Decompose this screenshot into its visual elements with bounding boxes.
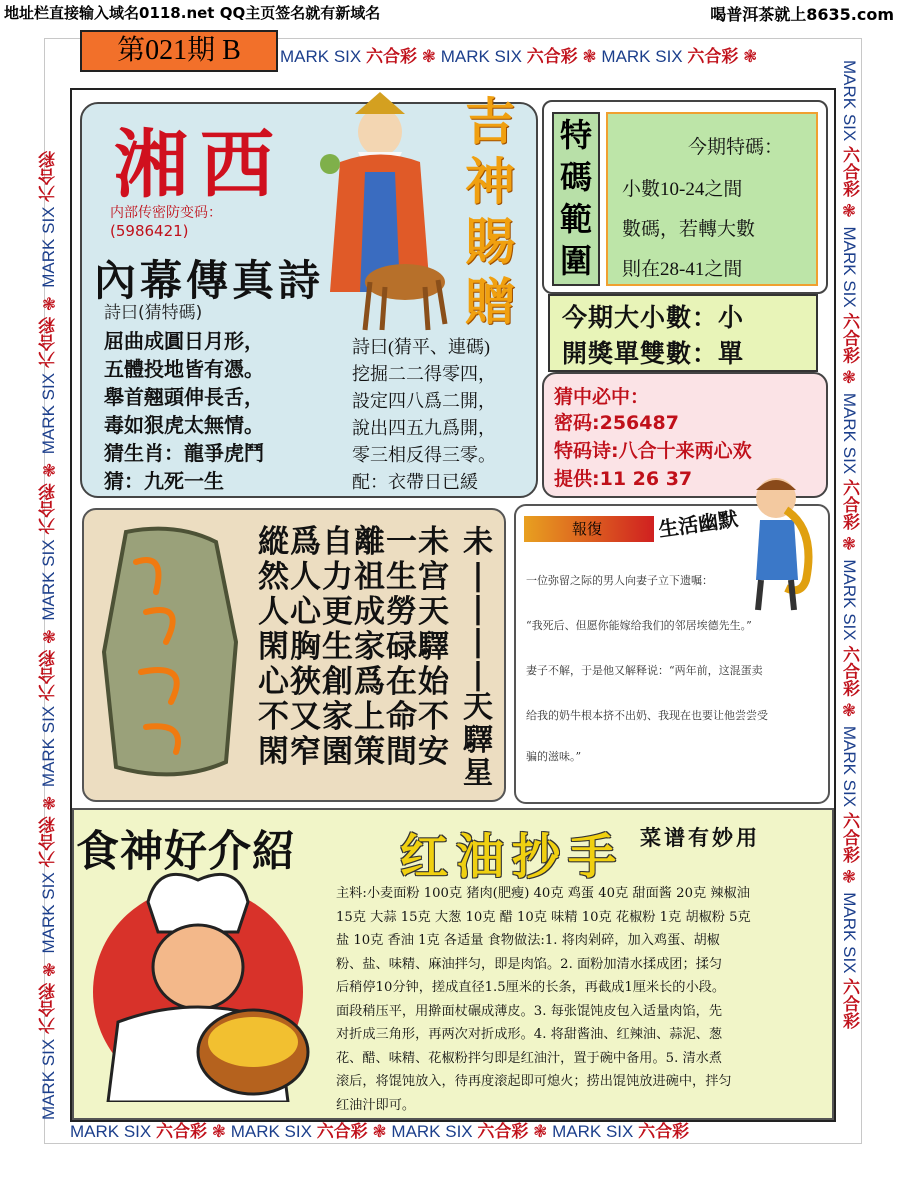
second-poem-line: 挖掘二二得零四，: [352, 364, 496, 384]
issue-number: 第021期 B: [80, 30, 278, 72]
second-poem-line: 配：衣帶日已緩: [352, 472, 478, 492]
vertical-caption: 未 | | | | 天 驛 星: [463, 525, 493, 791]
recipe-line: 粉、盐、味精、麻油拌匀，即是肉馅。2. 面粉加清水揉成团；揉匀: [336, 956, 723, 972]
special-range-text: 今期特碼： 小數10-24之間 數碼，若轉大數 則在28-41之間: [606, 112, 818, 286]
grid-row: 然人力祖生宫: [258, 559, 450, 594]
life-humor-title: 生活幽默: [656, 506, 740, 542]
joke-line: 一位弥留之际的男人向妻子立下遗嘱：: [526, 574, 713, 587]
grid-row: 閑窄園策間安: [258, 734, 450, 769]
band-bottom: MARK SIX 六合彩 ❃ MARK SIX 六合彩 ❃ MARK SIX 六合彩 ❃ MARK SIX 六合彩: [70, 1122, 690, 1141]
top-banner-right-text: 喝普洱茶就上8635.com: [710, 5, 894, 24]
second-poem-line: 說出四五九爲開，: [352, 418, 496, 438]
grid-row: 縱爲自離一未: [258, 524, 450, 559]
grid-row: 人心更成勞天: [258, 594, 450, 629]
chef-section-title: 食神好介紹: [76, 828, 296, 876]
recipe-line: 主料:小麦面粉 100克 猪肉(肥瘦) 40克 鸡蛋 40克 甜面酱 20克 辣椒油: [336, 886, 750, 901]
joke-line: “我死后、但愿你能嫁给我们的邻居埃德先生。”: [526, 619, 752, 632]
size-odd-even-panel: 今期大小數：小 開獎單雙數：單: [548, 294, 818, 372]
recipe-line: 面段稍压平，用擀面杖碾成薄皮。3. 每张馄饨皮包入适量肉馅，先: [336, 1003, 723, 1019]
poem-line: 猜生肖：龍爭虎鬥: [104, 443, 264, 465]
top-banner-left-text: 地址栏直接输入域名0118.net QQ主页签名就有新域名: [4, 4, 381, 22]
saxophone-player-illustration: [746, 470, 826, 620]
second-poem-line: 詩曰(猜平、連碼): [352, 337, 490, 357]
poem-line: 五體投地皆有憑。: [104, 359, 264, 381]
grid-row: 閑胸生家碌驛: [258, 629, 450, 664]
poem-line: 舉首翹頭伸長舌，: [104, 387, 264, 409]
recipe-line: 盐 10克 香油 1克 各适量 食物做法:1. 将肉剁碎，加入鸡蛋、胡椒: [336, 933, 720, 948]
poem-title: 內幕傳真詩: [94, 259, 325, 305]
second-poem-line: 零三相反得三零。: [352, 445, 496, 465]
grid-row: 不又家上命不: [258, 699, 450, 734]
secret-code-value: (5986421): [110, 222, 189, 240]
dish-name: 红油抄手: [400, 831, 625, 884]
recipe-tagline: 菜谱有妙用: [640, 826, 760, 850]
band-left: MARK SIX 六合彩 ❃ MARK SIX 六合彩 ❃ MARK SIX 六合彩 ❃ MARK SIX 六合彩 ❃ MARK SIX 六合彩 ❃ MARK SIX 六合彩: [39, 150, 58, 1120]
recipe-line: 对折成三角形，再两次对折成形。4. 将甜酱油、红辣油、蒜泥、葱: [336, 1027, 723, 1042]
recipe-text: [336, 882, 820, 1117]
xiangxi-title: 湘西: [114, 125, 286, 207]
band-top: MARK SIX 六合彩 ❃ MARK SIX 六合彩 ❃ MARK SIX 六合彩 ❃: [280, 47, 758, 66]
grid-row: 心狹創爲在始: [258, 664, 450, 699]
joke-line: 妻子不解，于是他又解释说：“两年前，这混蛋卖: [526, 664, 763, 677]
recipe-line: 花、醋、味精、花椒粉拌匀即是红油汁，置于碗中备用。5. 清水煮: [336, 1050, 723, 1066]
poem-lines: [104, 328, 264, 496]
joke-line: 骗的滋味。”: [526, 750, 582, 763]
secret-code-label: 内部传密防变码：: [110, 205, 222, 221]
deity-with-deer-illustration: [310, 92, 460, 332]
poem-line: 猜：九死一生: [104, 471, 224, 493]
band-right: MARK SIX 六合彩 ❃ MARK SIX 六合彩 ❃ MARK SIX 六合彩 ❃ MARK SIX 六合彩 ❃ MARK SIX 六合彩 ❃ MARK SIX 六合彩: [840, 60, 859, 1030]
recipe-line: 15克 大蒜 15克 大葱 10克 醋 10克 味精 10克 花椒粉 1克 胡椒粉 5克: [336, 909, 751, 925]
carved-stone-illustration: [96, 522, 246, 784]
must-hit-panel: 猜中必中： 密码:256487 特码诗:八合十来两心欢 提供:11 26 37: [542, 372, 828, 498]
recipe-line: 滚后，将馄饨放入，待再度滚起即可熄火；捞出馄饨放进碗中，拌匀: [336, 1074, 732, 1089]
second-poem-line: 設定四八爲二開，: [352, 391, 496, 411]
chef-illustration: [88, 862, 328, 1102]
recipe-line: 红油汁即可。: [336, 1097, 416, 1113]
recipe-line: 后稍停10分钟，搓成直径1.5厘米的长条，再截成1厘米长的小段。: [336, 980, 726, 995]
character-grid: [258, 524, 450, 769]
joke-line: 给我的奶牛根本挤不出奶、我现在也要让他尝尝受: [526, 709, 768, 722]
lucky-gift-title: 吉 神 賜 贈: [465, 94, 515, 330]
poem-line: 毒如狠虎太無情。: [104, 415, 264, 437]
special-range-label: 特 碼 範 圍: [552, 112, 600, 286]
second-poem: [352, 334, 496, 496]
top-banner: [0, 0, 900, 24]
poem-subtitle: 詩曰(猜特碼): [104, 303, 203, 323]
humor-tag-label: 報復: [572, 520, 603, 538]
poem-line: 屈曲成圓日月形，: [104, 331, 264, 353]
